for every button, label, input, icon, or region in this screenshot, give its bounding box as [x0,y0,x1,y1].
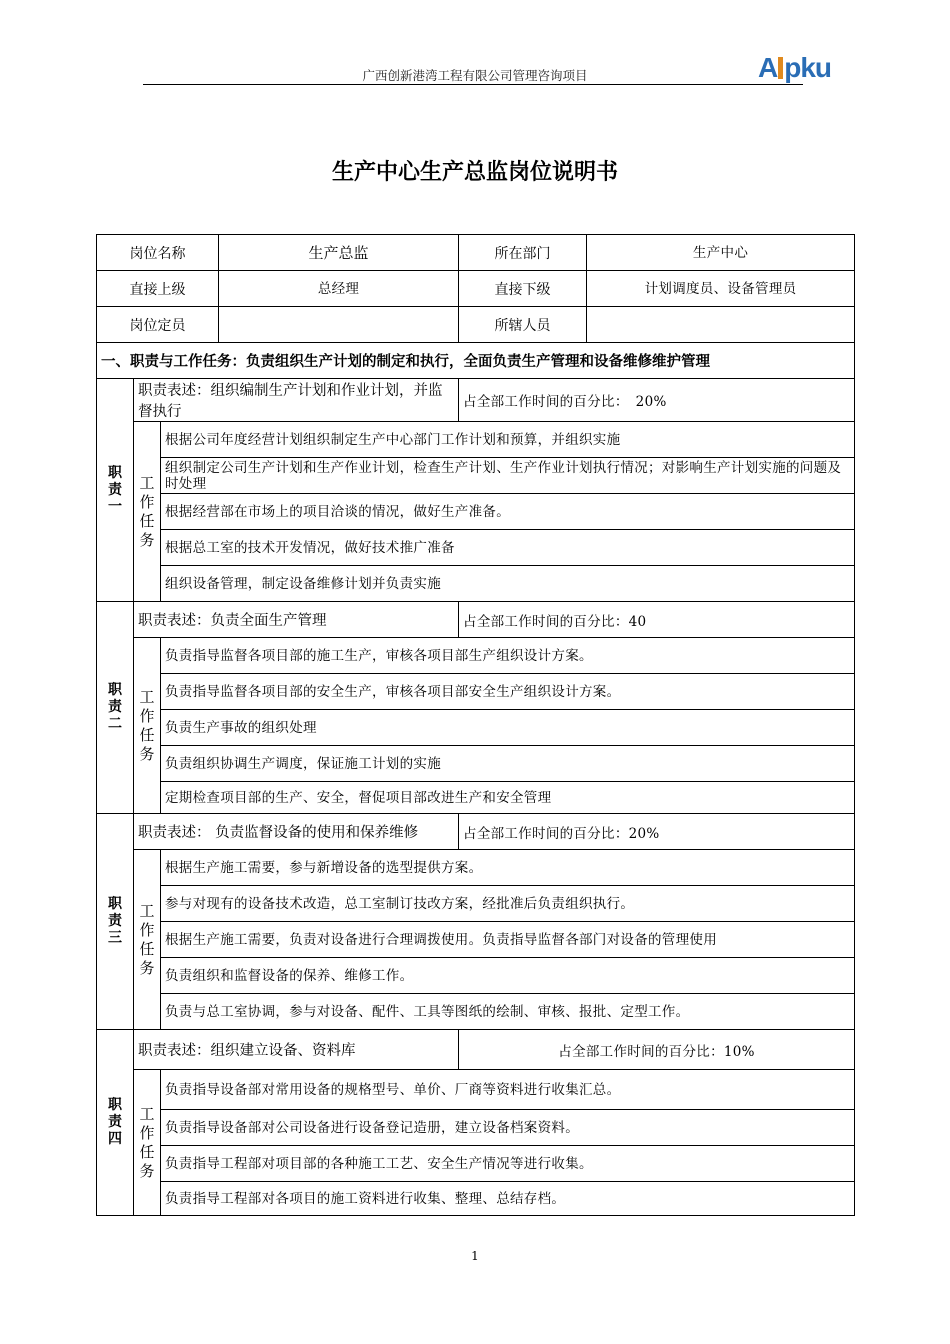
work-task-label [134,1070,161,1216]
superior-label: 直接上级 [97,271,219,307]
duty-label [97,602,134,814]
duty-label-text: 职责一 [108,464,122,515]
duty-label-text: 职责二 [108,682,122,732]
staff-value [587,307,855,343]
work-task-item: 负责指导监督各项目部的施工生产，审核各项目部生产组织设计方案。 [161,638,855,674]
work-task-item: 负责组织和监督设备的保养、维修工作。 [161,958,855,994]
work-task-item: 根据经营部在市场上的项目洽谈的情况，做好生产准备。 [161,494,855,530]
duty-time-percent: 占全部工作时间的百分比：10% [459,1030,855,1070]
duty-label [97,1030,134,1216]
header-divider [143,84,803,85]
position-name-value: 生产总监 [219,235,459,271]
section-heading: 一、职责与工作任务：负责组织生产计划的制定和执行，全面负责生产管理和设备维修维护管理 [97,343,855,379]
work-task-item: 负责组织协调生产调度，保证施工计划的实施 [161,746,855,782]
work-task-label-text: 工作任务 [139,687,155,763]
company-logo: A pku [758,52,832,83]
work-task-item: 负责生产事故的组织处理 [161,710,855,746]
work-task-item: 负责指导工程部对项目部的各种施工工艺、安全生产情况等进行收集。 [161,1146,855,1182]
work-task-item: 根据总工室的技术开发情况，做好技术推广准备 [161,530,855,566]
duty-statement: 职责表述：组织编制生产计划和作业计划，并监督执行 [134,379,459,422]
subordinate-label: 直接下级 [459,271,587,307]
duty-time-percent: 占全部工作时间的百分比： 20% [459,379,855,422]
work-task-item: 参与对现有的设备技术改造，总工室制订技改方案，经批准后负责组织执行。 [161,886,855,922]
header-project-name: 广西创新港湾工程有限公司管理咨询项目 [362,68,588,83]
duty-statement: 职责表述：组织建立设备、资料库 [134,1030,459,1070]
work-task-item: 负责指导监督各项目部的安全生产，审核各项目部安全生产组织设计方案。 [161,674,855,710]
job-description-table [96,234,855,1216]
work-task-item: 根据公司年度经营计划组织制定生产中心部门工作计划和预算，并组织实施 [161,422,855,458]
work-task-label-text: 工作任务 [139,1104,155,1180]
work-task-item: 负责指导设备部对公司设备进行设备登记造册，建立设备档案资料。 [161,1110,855,1146]
document-title: 生产中心生产总监岗位说明书 [331,160,618,185]
duty-label-text: 职责三 [108,896,122,946]
work-task-item: 负责指导工程部对各项目的施工资料进行收集、整理、总结存档。 [161,1182,855,1216]
duty-label [97,814,134,1030]
superior-value: 总经理 [219,271,459,307]
duty-statement: 职责表述： 负责监督设备的使用和保养维修 [134,814,459,850]
quota-value [219,307,459,343]
subordinate-value: 计划调度员、设备管理员 [587,271,855,307]
work-task-label [134,850,161,1030]
department-value: 生产中心 [587,235,855,271]
staff-label: 所辖人员 [459,307,587,343]
work-task-item: 负责与总工室协调，参与对设备、配件、工具等图纸的绘制、审核、报批、定型工作。 [161,994,855,1030]
work-task-item: 定期检查项目部的生产、安全，督促项目部改进生产和安全管理 [161,782,855,814]
duty-time-percent: 占全部工作时间的百分比：40 [459,602,855,638]
department-label: 所在部门 [459,235,587,271]
work-task-item: 根据生产施工需要，参与新增设备的选型提供方案。 [161,850,855,886]
quota-label: 岗位定员 [97,307,219,343]
work-task-item: 组织制定公司生产计划和生产作业计划，检查生产计划、生产作业计划执行情况；对影响生产计划实施的问题及时处理 [161,458,855,494]
duty-time-percent: 占全部工作时间的百分比：20% [459,814,855,850]
work-task-item: 组织设备管理，制定设备维修计划并负责实施 [161,566,855,602]
work-task-item: 根据生产施工需要，负责对设备进行合理调拨使用。负责指导监督各部门对设备的管理使用 [161,922,855,958]
duty-label-text: 职责四 [108,1097,122,1147]
work-task-item: 负责指导设备部对常用设备的规格型号、单价、厂商等资料进行收集汇总。 [161,1070,855,1110]
page-number: 1 [471,1249,479,1263]
work-task-label-text: 工作任务 [139,901,155,977]
position-name-label: 岗位名称 [97,235,219,271]
duty-statement: 职责表述：负责全面生产管理 [134,602,459,638]
work-task-label-text: 工作任务 [139,473,155,549]
duty-label [97,379,134,602]
duties-section [97,379,855,1216]
work-task-label [134,638,161,814]
work-task-label [134,422,161,602]
